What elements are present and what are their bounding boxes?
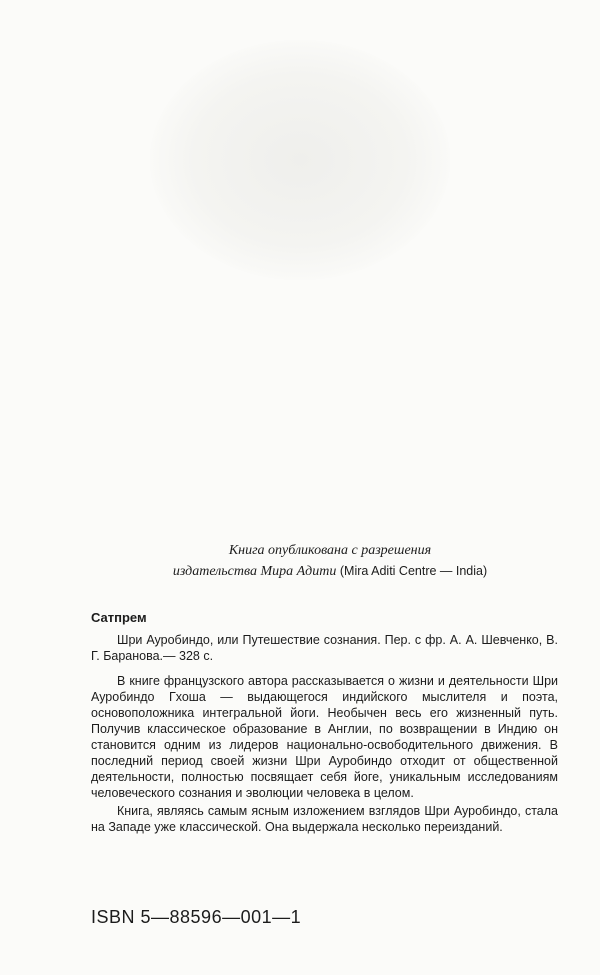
author-name: Сатпрем xyxy=(91,610,147,625)
show-through-emblem xyxy=(150,40,450,280)
annotation-paragraph-2: Книга, являясь самым ясным изложением взглядов Шри Ауробиндо, стала на Западе уже классической. Она выдержала несколько переизданий. xyxy=(91,804,558,834)
publication-permission xyxy=(120,540,540,582)
permission-line-2 xyxy=(120,561,540,582)
permission-publisher-latin: (Mira Aditi Centre — India) xyxy=(339,564,488,578)
annotation-paragraph-1: В книге французского автора рассказывается о жизни и деятельности Шри Ауробиндо Гхоша — выдающегося индийского мыслителя и поэта, основоположника интегральной йоги. Необычен весь его жизненный путь. Получив классическое образование в Англии, по возвращении в Индию он становится одним из лидеров национально-освободительного движения. В последний период своей жизни Шри Ауробиндо отходит от общественной деятельности, полностью посвящает себя йоге, уникальным исследованиям человеческого сознания и эволюции человека в целом. xyxy=(91,674,558,800)
isbn-number: ISBN 5—88596—001—1 xyxy=(91,907,302,927)
permission-line-1: Книга опубликована с разрешения xyxy=(228,543,432,558)
bibliographic-record xyxy=(91,610,558,835)
permission-publisher: издательства Мира Адити xyxy=(172,564,337,579)
bibliographic-reference: Шри Ауробиндо, или Путешествие сознания. Пер. с фр. А. А. Шевченко, В. Г. Баранова.— 328 с. xyxy=(91,633,558,663)
